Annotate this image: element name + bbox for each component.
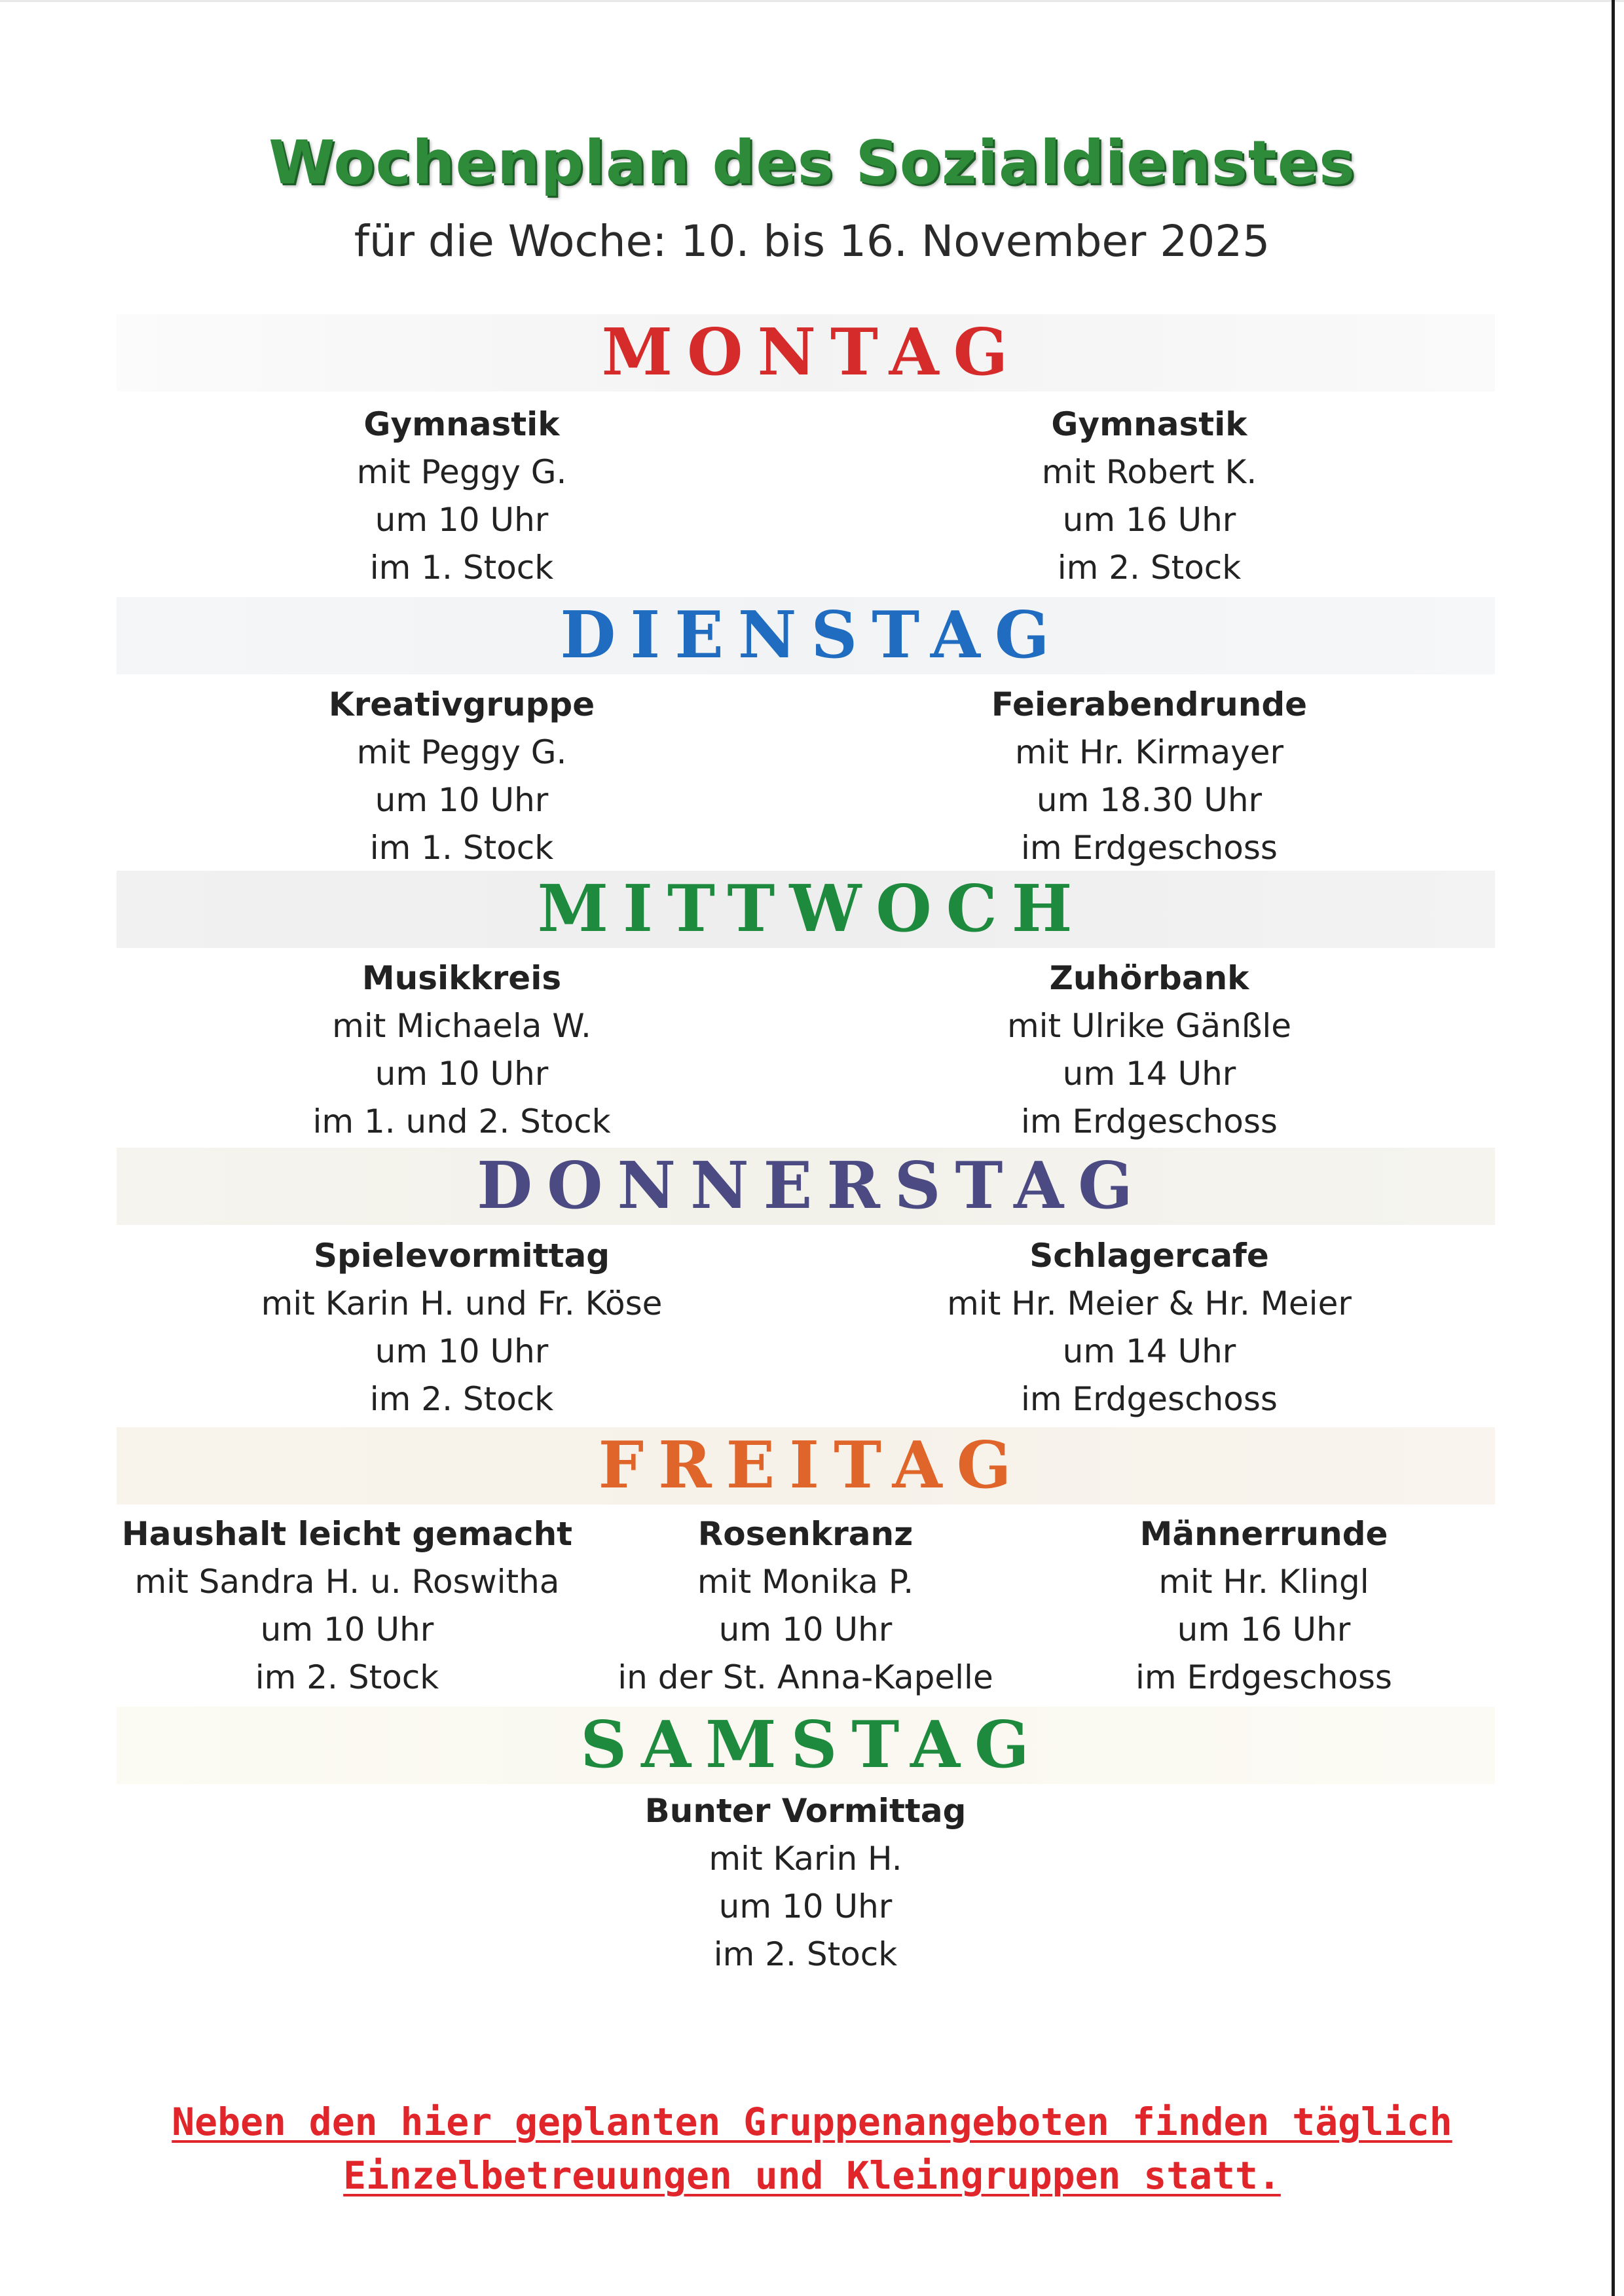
event-time: um 10 Uhr [375, 501, 549, 539]
event-name: Schlagercafe [1029, 1237, 1269, 1275]
event-name: Bunter Vormittag [644, 1792, 967, 1830]
event-with: mit Peggy G. [356, 733, 567, 771]
event-name: Haushalt leicht gemacht [121, 1515, 573, 1553]
event-place: im 1. Stock [369, 829, 554, 867]
event-time: um 10 Uhr [718, 1611, 893, 1649]
event-with: mit Karin H. [709, 1840, 902, 1878]
event-time: um 16 Uhr [1062, 501, 1236, 539]
event-dienstag-1 [329, 681, 595, 872]
event-montag-2 [1042, 401, 1257, 592]
event-time: um 10 Uhr [375, 1332, 549, 1370]
event-place: im 2. Stock [1057, 549, 1242, 587]
day-heading-freitag: FREITAG [598, 1428, 1026, 1503]
event-with: mit Hr. Klingl [1158, 1563, 1369, 1601]
event-name: Gymnastik [363, 405, 560, 443]
event-name: Männerrunde [1139, 1515, 1388, 1553]
event-place: im 2. Stock [255, 1658, 439, 1696]
event-place: im Erdgeschoss [1135, 1658, 1392, 1696]
event-mittwoch-1 [312, 955, 610, 1146]
event-time: um 10 Uhr [718, 1887, 893, 1925]
event-name: Kreativgruppe [328, 685, 595, 723]
event-donnerstag-2 [947, 1232, 1352, 1423]
event-place: im Erdgeschoss [1021, 829, 1278, 867]
event-donnerstag-1 [261, 1232, 663, 1423]
event-name: Zuhörbank [1049, 959, 1249, 997]
event-with: mit Michaela W. [332, 1007, 591, 1045]
day-heading-mittwoch: MITTWOCH [537, 871, 1087, 947]
event-with: mit Robert K. [1041, 453, 1257, 491]
event-time: um 16 Uhr [1177, 1611, 1351, 1649]
event-place: im 2. Stock [713, 1935, 898, 1973]
event-montag-1 [357, 401, 567, 592]
event-with: mit Hr. Kirmayer [1014, 733, 1284, 771]
footer-note-line-1: Neben den hier geplanten Gruppenangeboten finden täglich [172, 2100, 1452, 2144]
event-with: mit Monika P. [697, 1563, 914, 1601]
event-place: in der St. Anna-Kapelle [618, 1658, 993, 1696]
event-freitag-3 [1135, 1510, 1392, 1702]
event-time: um 18.30 Uhr [1036, 781, 1263, 819]
event-name: Spielevormittag [313, 1237, 610, 1275]
event-with: mit Peggy G. [356, 453, 567, 491]
event-time: um 10 Uhr [375, 1055, 549, 1093]
event-with: mit Hr. Meier & Hr. Meier [947, 1285, 1352, 1322]
event-name: Feierabendrunde [991, 685, 1308, 723]
event-mittwoch-2 [1007, 955, 1291, 1146]
event-time: um 10 Uhr [375, 781, 549, 819]
event-samstag-1 [645, 1787, 967, 1978]
event-with: mit Ulrike Gänßle [1006, 1007, 1292, 1045]
event-time: um 14 Uhr [1062, 1332, 1236, 1370]
event-place: im 2. Stock [369, 1380, 554, 1418]
event-time: um 14 Uhr [1062, 1055, 1236, 1093]
event-name: Musikkreis [361, 959, 562, 997]
event-place: im Erdgeschoss [1021, 1102, 1278, 1140]
event-with: mit Karin H. und Fr. Köse [261, 1285, 663, 1322]
event-with: mit Sandra H. u. Roswitha [134, 1563, 560, 1601]
day-heading-samstag: SAMSTAG [580, 1707, 1044, 1783]
day-heading-donnerstag: DONNERSTAG [477, 1148, 1147, 1224]
event-place: im Erdgeschoss [1021, 1380, 1278, 1418]
page-subtitle: für die Woche: 10. bis 16. November 2025 [354, 216, 1270, 266]
day-heading-dienstag: DIENSTAG [560, 598, 1064, 673]
footer-note [0, 2095, 1624, 2202]
event-place: im 1. und 2. Stock [312, 1102, 611, 1140]
event-time: um 10 Uhr [260, 1611, 434, 1649]
event-freitag-2 [618, 1510, 993, 1702]
event-name: Gymnastik [1051, 405, 1247, 443]
page-title: Wochenplan des Sozialdienstes [268, 128, 1356, 198]
event-freitag-1 [122, 1510, 572, 1702]
scan-top-edge [0, 0, 1624, 2]
event-place: im 1. Stock [369, 549, 554, 587]
event-name: Rosenkranz [697, 1515, 913, 1553]
event-dienstag-2 [991, 681, 1307, 872]
day-heading-montag: MONTAG [601, 315, 1023, 390]
footer-note-line-2: Einzelbetreuungen und Kleingruppen statt. [343, 2153, 1281, 2198]
